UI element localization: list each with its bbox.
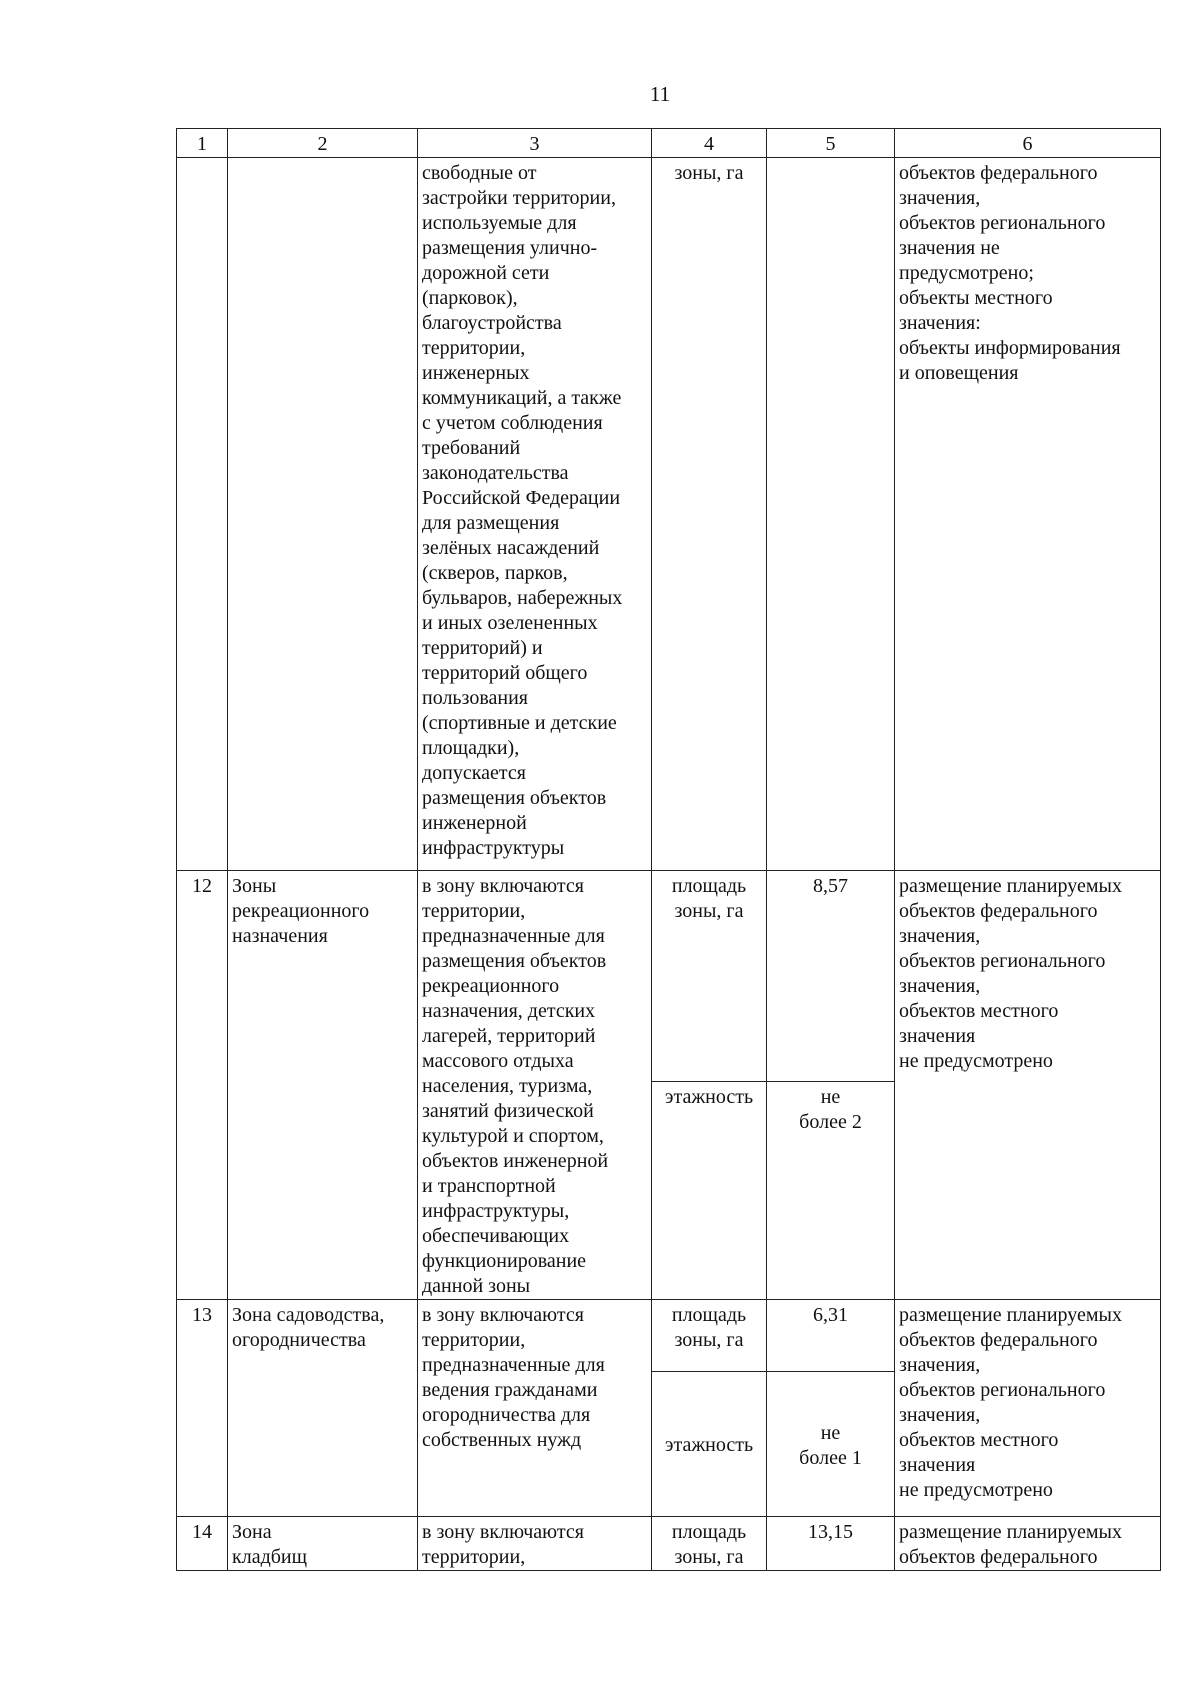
text-line: инфраструктуры — [422, 837, 565, 859]
text-line: объектов регионального — [899, 212, 1106, 234]
text-line: значения не — [899, 237, 1000, 259]
text-line: в зону включаются — [422, 1304, 584, 1326]
text-line: допускается — [422, 762, 526, 784]
text-line: огородничества — [232, 1329, 366, 1351]
text-line: зелёных насаждений — [422, 537, 600, 559]
text-line: площадь — [671, 1521, 747, 1543]
column-header: 5 — [767, 129, 895, 158]
text-line: коммуникаций, а также — [422, 387, 622, 409]
text-line: территории, — [422, 900, 526, 922]
text-line: и оповещения — [899, 362, 1019, 384]
text-line: Зона — [232, 1521, 272, 1543]
text-line: размещение планируемых — [899, 1521, 1122, 1543]
text-line: собственных нужд — [422, 1429, 582, 1451]
text-line: огородничества для — [422, 1404, 591, 1426]
text-line: и транспортной — [422, 1175, 556, 1197]
text-line: (скверов, парков, — [422, 562, 568, 584]
text-line: используемые для — [422, 212, 577, 234]
text-line: лагерей, территорий — [422, 1025, 596, 1047]
text-line: 6,31 — [813, 1304, 848, 1326]
text-line: благоустройства — [422, 312, 562, 334]
text-line: значения, — [899, 1404, 981, 1426]
value-cell — [767, 1372, 895, 1517]
value-cell — [767, 158, 895, 871]
text-line: дорожной сети — [422, 262, 550, 284]
column-header: 6 — [895, 129, 1161, 158]
text-line: рекреационного — [422, 975, 560, 997]
zones-table — [176, 128, 1161, 1571]
text-line: более 1 — [799, 1446, 862, 1469]
parameter-cell — [652, 1081, 767, 1299]
text-line: культурой и спортом, — [422, 1125, 604, 1147]
value-cell — [767, 1517, 895, 1571]
column-header: 4 — [652, 129, 767, 158]
text-line: зоны, га — [674, 1546, 744, 1568]
text-line: (спортивные и детские — [422, 712, 617, 734]
text-line: занятий физической — [422, 1100, 594, 1122]
text-line: назначения, детских — [422, 1000, 596, 1022]
text-line: кладбищ — [232, 1546, 308, 1568]
text-line: более 2 — [799, 1110, 862, 1133]
zone-name-cell — [228, 871, 418, 1300]
text-line: зоны, га — [674, 900, 744, 922]
text-line: бульваров, набережных — [422, 587, 623, 609]
text-line: объектов регионального — [899, 1379, 1106, 1401]
value-cell — [767, 1300, 895, 1372]
text-line: объекты местного — [899, 287, 1053, 309]
text-line: свободные от — [422, 162, 537, 184]
text-line: Российской Федерации — [422, 487, 621, 509]
page-number: 11 — [649, 82, 671, 106]
text-line: 8,57 — [813, 875, 848, 897]
text-line: в зону включаются — [422, 1521, 584, 1543]
text-line: зоны, га — [674, 1329, 744, 1351]
text-line: территорий) и — [422, 637, 543, 659]
text-line: застройки территории, — [422, 187, 616, 209]
text-line: значения, — [899, 187, 981, 209]
text-line: предназначенные для — [422, 925, 605, 947]
parameter-cell — [652, 1517, 767, 1571]
text-line: не — [820, 1085, 841, 1108]
text-line: (парковок), — [422, 287, 518, 309]
text-line: зоны, га — [674, 162, 744, 184]
text-line: этажность — [664, 1434, 754, 1456]
description-cell — [418, 158, 652, 871]
table-row-14 — [177, 1517, 1161, 1571]
text-line: инфраструктуры, — [422, 1200, 570, 1222]
text-line: объектов федерального — [899, 1546, 1098, 1568]
text-line: 13,15 — [808, 1521, 853, 1543]
text-line: и иных озелененных — [422, 612, 598, 634]
parameter-cell — [652, 1372, 767, 1517]
text-line: не предусмотрено — [899, 1479, 1053, 1501]
parameter-cell — [652, 871, 767, 1082]
text-line: значения, — [899, 1354, 981, 1376]
description-cell — [418, 1300, 652, 1517]
text-line: размещение планируемых — [899, 1304, 1122, 1326]
objects-cell — [895, 158, 1161, 871]
text-line: размещение планируемых — [899, 875, 1122, 897]
column-header: 3 — [418, 129, 652, 158]
text-line: размещения объектов — [422, 787, 607, 809]
objects-cell — [895, 1517, 1161, 1571]
text-line: объектов местного — [899, 1000, 1059, 1022]
objects-cell — [895, 871, 1161, 1300]
zone-name-cell — [228, 158, 418, 871]
description-cell — [418, 871, 652, 1300]
text-line: площадь — [671, 875, 747, 897]
parameter-cell — [652, 1300, 767, 1372]
table-row-12 — [177, 871, 1161, 1082]
text-line: площадь — [671, 1304, 747, 1326]
text-line: объектов местного — [899, 1429, 1059, 1451]
text-line: объекты информирования — [899, 337, 1121, 359]
text-line: территории, — [422, 1329, 526, 1351]
text-line: Зоны — [232, 875, 277, 897]
text-line: размещения объектов — [422, 950, 607, 972]
text-line: обеспечивающих — [422, 1225, 570, 1247]
text-line: объектов федерального — [899, 162, 1098, 184]
text-line: не предусмотрено — [899, 1050, 1053, 1072]
column-header: 1 — [177, 129, 228, 158]
zone-name-cell — [228, 1300, 418, 1517]
text-line: инженерных — [422, 362, 530, 384]
text-line: территории, — [422, 1546, 526, 1568]
text-line: объектов федерального — [899, 1329, 1098, 1351]
parameter-cell — [652, 158, 767, 871]
text-line: ведения гражданами — [422, 1379, 598, 1401]
text-line: объектов регионального — [899, 950, 1106, 972]
table-header-row — [177, 129, 1161, 158]
text-line: объектов инженерной — [422, 1150, 609, 1172]
text-line: значения: — [899, 312, 981, 334]
text-line: предусмотрено; — [899, 262, 1034, 284]
value-cell — [767, 1081, 895, 1299]
row-number: 14 — [177, 1517, 228, 1571]
text-line: рекреационного — [232, 900, 370, 922]
table-row-13 — [177, 1300, 1161, 1372]
description-cell — [418, 1517, 652, 1571]
text-line: законодательства — [422, 462, 569, 484]
text-line: требований — [422, 437, 521, 459]
text-line: функционирование — [422, 1250, 587, 1272]
text-line: территории, — [422, 337, 526, 359]
text-line: территорий общего — [422, 662, 588, 684]
text-line: размещения улично- — [422, 237, 598, 259]
text-line: назначения — [232, 925, 328, 947]
text-line: Зона садоводства, — [232, 1304, 385, 1326]
text-line: в зону включаются — [422, 875, 584, 897]
text-line: массового отдыха — [422, 1050, 574, 1072]
text-line: инженерной — [422, 812, 527, 834]
objects-cell — [895, 1300, 1161, 1517]
text-line: для размещения — [422, 512, 560, 534]
text-line: не — [820, 1421, 841, 1444]
table-row-continuation — [177, 158, 1161, 871]
text-line: площадки), — [422, 737, 520, 759]
text-line: значения, — [899, 925, 981, 947]
row-number — [177, 158, 228, 871]
text-line: предназначенные для — [422, 1354, 605, 1376]
text-line: с учетом соблюдения — [422, 412, 603, 434]
text-line: населения, туризма, — [422, 1075, 593, 1097]
value-cell — [767, 871, 895, 1082]
text-line: данной зоны — [422, 1275, 531, 1297]
text-line: объектов федерального — [899, 900, 1098, 922]
row-number: 12 — [177, 871, 228, 1300]
text-line: пользования — [422, 687, 528, 709]
text-line: значения — [899, 1025, 976, 1047]
text-line: этажность — [664, 1085, 754, 1108]
row-number: 13 — [177, 1300, 228, 1517]
text-line: значения, — [899, 975, 981, 997]
column-header: 2 — [228, 129, 418, 158]
text-line: значения — [899, 1454, 976, 1476]
zone-name-cell — [228, 1517, 418, 1571]
